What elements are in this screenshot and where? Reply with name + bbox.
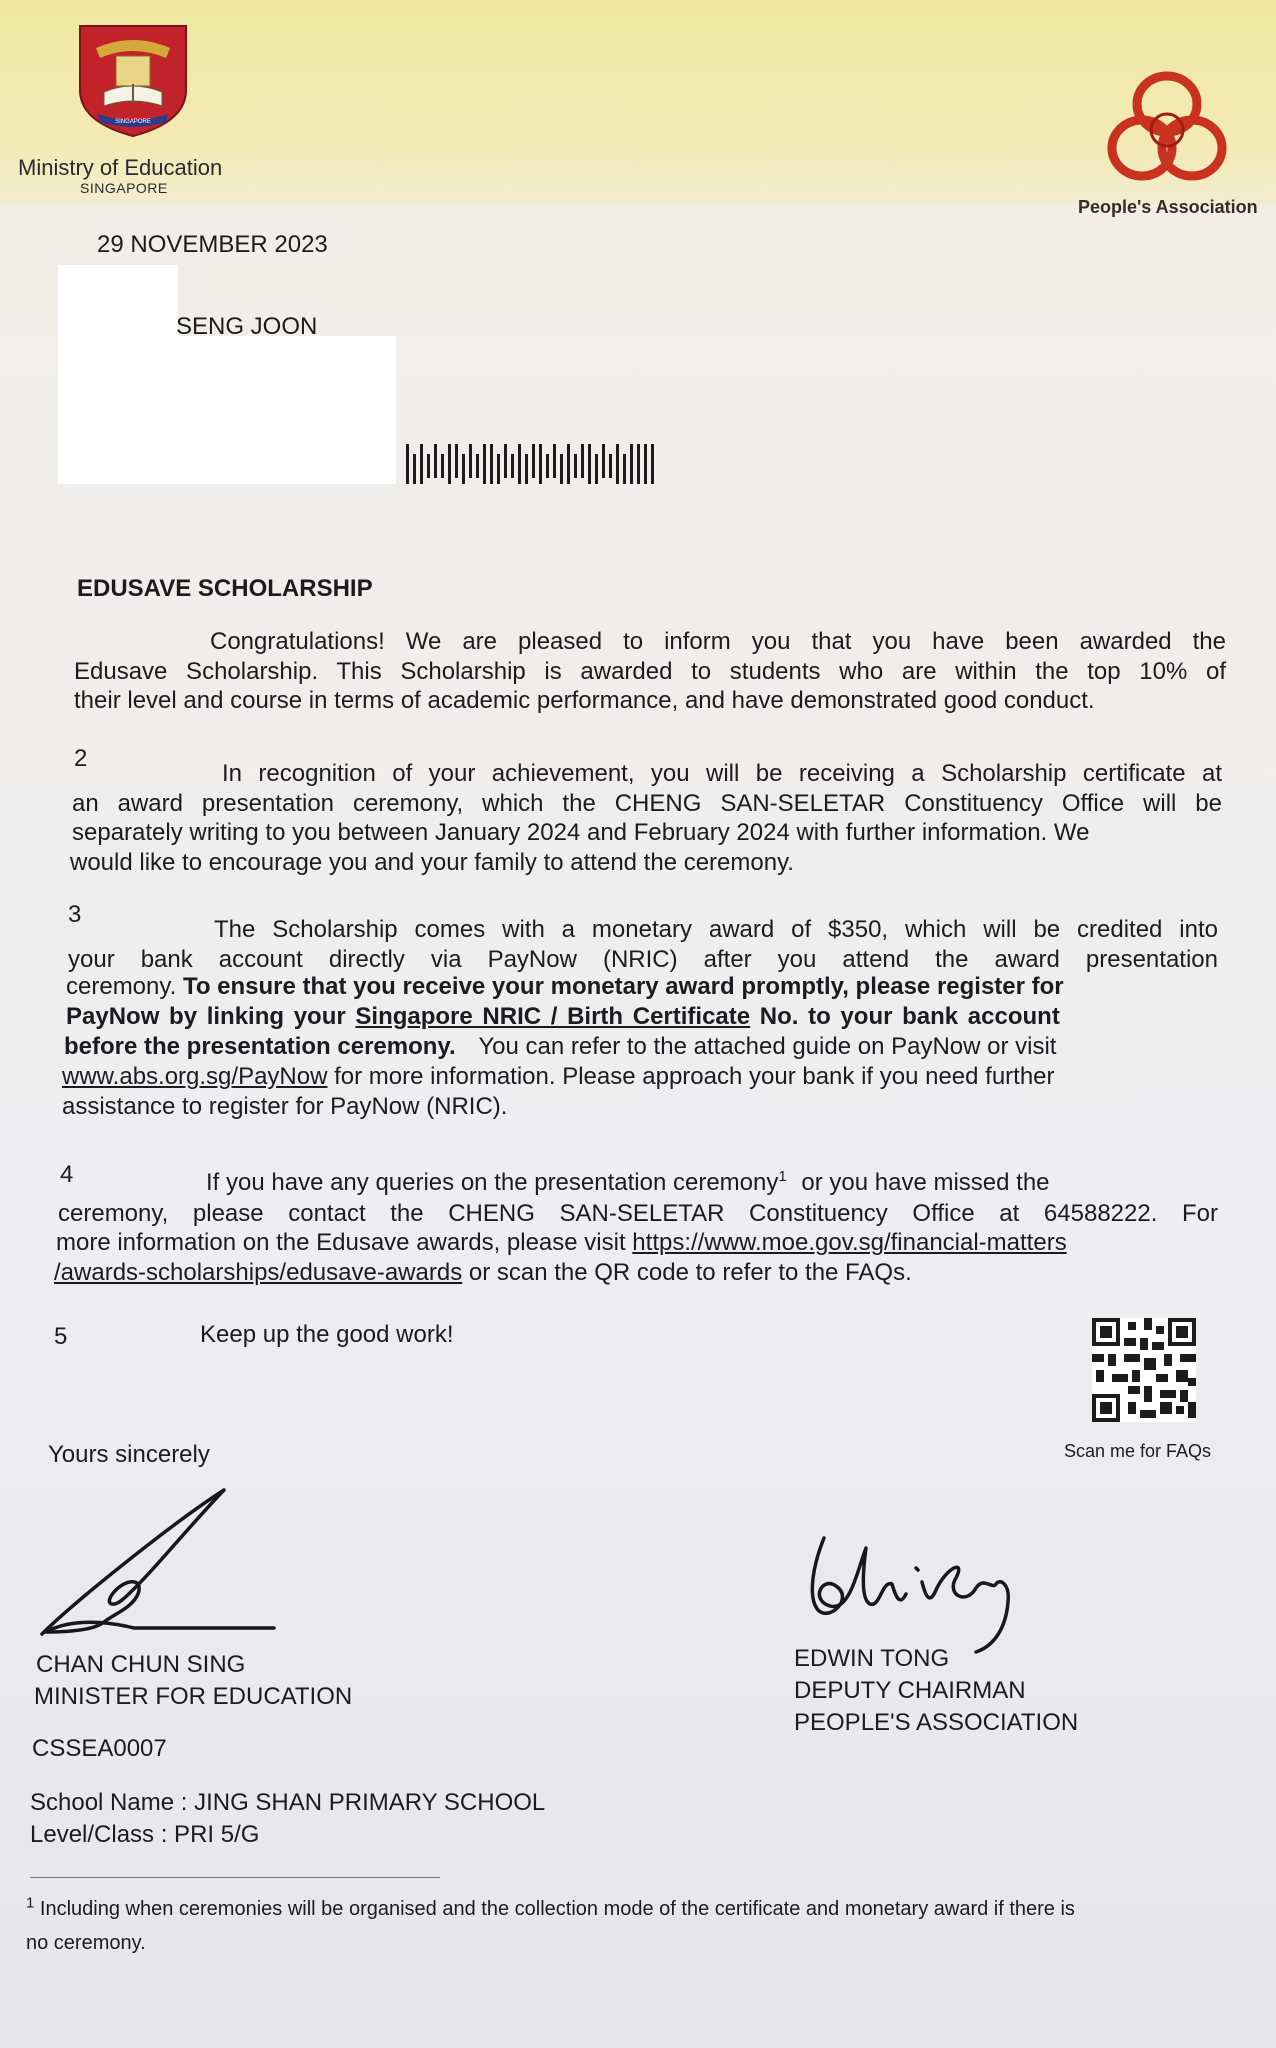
redaction-box xyxy=(58,336,396,484)
paragraph-5-number: 5 xyxy=(54,1323,68,1350)
paragraph-4-text: or you have missed the xyxy=(801,1169,1050,1196)
moe-awards-link[interactable]: https://www.moe.gov.sg/financial-matters xyxy=(632,1229,1067,1256)
signature-chan-chun-sing xyxy=(34,1482,284,1642)
crest-ribbon-text: SINGAPORE xyxy=(115,119,151,125)
barcode-icon xyxy=(406,440,674,490)
paragraph-3-text: ceremony. xyxy=(66,973,177,1000)
footnote-marker: 1 xyxy=(778,1168,787,1185)
signer-2-organisation: PEOPLE'S ASSOCIATION xyxy=(794,1709,1079,1736)
moe-country: SINGAPORE xyxy=(80,180,168,196)
moe-name: Ministry of Education xyxy=(18,155,223,180)
signer-1-title: MINISTER FOR EDUCATION xyxy=(34,1683,353,1710)
paragraph-3-line xyxy=(66,972,1064,1002)
footnote-number: 1 xyxy=(26,1894,35,1912)
footnote-divider xyxy=(30,1877,440,1878)
paragraph-4-text: If you have any queries on the presentation ceremony xyxy=(206,1169,779,1196)
paragraph-4-line xyxy=(54,1258,912,1288)
letter-title: EDUSAVE SCHOLARSHIP xyxy=(77,575,373,602)
closing-salutation: Yours sincerely xyxy=(48,1441,210,1468)
school-name-line: School Name : JING SHAN PRIMARY SCHOOL xyxy=(30,1789,546,1816)
redaction-box xyxy=(58,265,178,340)
signer-1-name: CHAN CHUN SING xyxy=(36,1651,246,1678)
paragraph-1-line: their level and course in terms of academic performance, and have demonstrated good conduct. xyxy=(74,687,1095,714)
paragraph-4-number: 4 xyxy=(60,1161,74,1188)
paragraph-4-text: more information on the Edusave awards, please visit xyxy=(56,1229,626,1256)
paragraph-3-bold-text: PayNow by linking your xyxy=(66,1003,346,1030)
paragraph-2-line: an award presentation ceremony, which the CHENG SAN-SELETAR Constituency Office will be xyxy=(72,790,1222,817)
footnote-text: Including when ceremonies will be organised and the collection mode of the certificate and monetary award if there is xyxy=(39,1898,1075,1920)
paragraph-2-number: 2 xyxy=(74,745,88,772)
level-class-line: Level/Class : PRI 5/G xyxy=(30,1821,260,1848)
paragraph-3-number: 3 xyxy=(68,901,82,928)
signer-2-title: DEPUTY CHAIRMAN xyxy=(794,1677,1026,1704)
paragraph-1-line: Congratulations! We are pleased to inform you that you have been awarded the xyxy=(210,628,1226,655)
footnote-line xyxy=(26,1894,1075,1924)
paragraph-3-line: your bank account directly via PayNow (NRIC) after you attend the award presentation xyxy=(68,946,1218,973)
paynow-link[interactable]: www.abs.org.sg/PayNow xyxy=(62,1063,328,1090)
paragraph-3-underlined-text: Singapore NRIC / Birth Certificate xyxy=(355,1003,751,1030)
pa-logo-icon xyxy=(1098,64,1236,196)
recipient-name: SENG JOON xyxy=(176,313,318,340)
paragraph-3-text: for more information. Please approach your bank if you need further xyxy=(334,1063,1055,1090)
paragraph-4-line: ceremony, please contact the CHENG SAN-SELETAR Constituency Office at 64588222. For xyxy=(58,1200,1218,1227)
paragraph-3-line: The Scholarship comes with a monetary award of $350, which will be credited into xyxy=(214,916,1218,943)
paragraph-3-text: You can refer to the attached guide on PayNow or visit xyxy=(478,1033,1057,1060)
paragraph-2-line: In recognition of your achievement, you will be receiving a Scholarship certificate at xyxy=(222,760,1222,787)
letter-date: 29 NOVEMBER 2023 xyxy=(97,231,328,258)
paragraph-4-text: or scan the QR code to refer to the FAQs. xyxy=(468,1259,912,1286)
paragraph-2-line: separately writing to you between January 2024 and February 2024 with further information. We xyxy=(72,819,1090,846)
paragraph-3-line xyxy=(62,1062,1055,1092)
pa-name: People's Association xyxy=(1078,197,1258,217)
reference-code: CSSEA0007 xyxy=(32,1735,167,1762)
paragraph-3-line xyxy=(66,1002,1060,1032)
paragraph-3-line xyxy=(64,1032,1056,1062)
paragraph-5-text: Keep up the good work! xyxy=(200,1321,454,1348)
paragraph-4-line xyxy=(56,1228,1067,1258)
moe-awards-link-continued[interactable]: /awards-scholarships/edusave-awards xyxy=(54,1259,463,1286)
paragraph-3-bold-text: No. to your bank account xyxy=(759,1003,1060,1030)
paragraph-4-line xyxy=(206,1168,1050,1198)
footnote-line: no ceremony. xyxy=(26,1932,146,1954)
signer-2-name: EDWIN TONG xyxy=(794,1645,950,1672)
paragraph-2-line: would like to encourage you and your family to attend the ceremony. xyxy=(70,849,794,876)
qr-code-icon[interactable] xyxy=(1092,1318,1196,1422)
paragraph-1-line: Edusave Scholarship. This Scholarship is awarded to students who are within the top 10% of xyxy=(74,658,1226,685)
qr-caption: Scan me for FAQs xyxy=(1064,1441,1212,1461)
paragraph-3-line: assistance to register for PayNow (NRIC). xyxy=(62,1093,508,1120)
paragraph-3-bold-text: To ensure that you receive your monetary award promptly, please register for xyxy=(182,973,1064,1000)
moe-crest-icon xyxy=(74,22,192,140)
paragraph-3-bold-text: before the presentation ceremony. xyxy=(64,1033,456,1060)
